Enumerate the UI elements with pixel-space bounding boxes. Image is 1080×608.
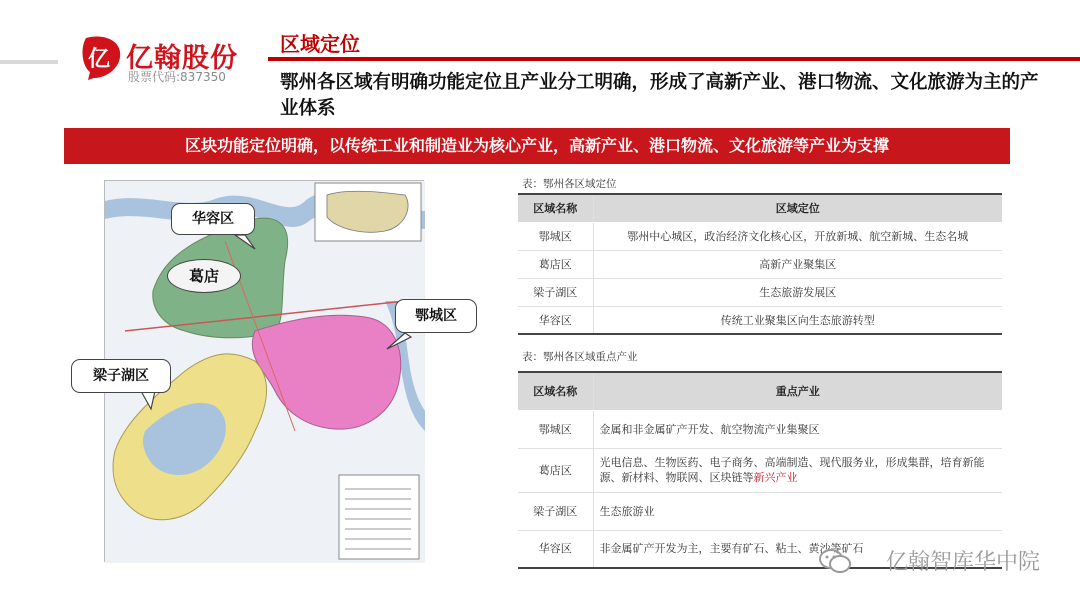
- district-positioning-table: [518, 193, 1002, 335]
- table-row: [518, 306, 1002, 334]
- district-name-cell: 梁子湖区: [518, 492, 593, 530]
- district-name-cell: 华容区: [518, 306, 593, 334]
- map-label-liangzihu: 梁子湖区: [71, 359, 171, 393]
- industry-text: 生态旅游业: [599, 504, 655, 518]
- table-row: [518, 448, 1002, 492]
- summary-banner: 区块功能定位明确，以传统工业和制造业为核心产业，高新产业、港口物流、文化旅游等产业为支撑: [64, 128, 1010, 164]
- header-left-bar: [0, 60, 58, 64]
- table-row: [518, 492, 1002, 530]
- district-name-cell: 葛店区: [518, 448, 593, 492]
- positioning-cell: 生态旅游发展区: [593, 278, 1002, 306]
- industry-highlight: 新兴产业: [753, 471, 798, 484]
- district-industry-table: [518, 371, 1002, 569]
- company-logo: [78, 34, 258, 84]
- industry-cell: [593, 410, 1002, 448]
- district-name-cell: 鄂城区: [518, 222, 593, 250]
- industry-text: 光电信息、生物医药、电子商务、高端制造、现代服务业，形成集群，培育新能源、新材料、物联网、区块链等: [599, 456, 985, 484]
- table-header-cell: 区域定位: [593, 194, 1002, 222]
- svg-text:亿: 亿: [87, 47, 111, 72]
- table-header-row: [518, 372, 1002, 410]
- table-row: [518, 222, 1002, 250]
- page-headline: 鄂州各区域有明确功能定位且产业分工明确，形成了高新产业、港口物流、文化旅游为主的产业体系: [280, 72, 1039, 119]
- table-row: [518, 250, 1002, 278]
- industry-cell: [593, 492, 1002, 530]
- logo-name: 亿翰股份: [126, 43, 238, 74]
- district-map: [93, 180, 457, 562]
- positioning-cell: 传统工业聚集区向生态旅游转型: [593, 306, 1002, 334]
- map-label-echeng: 鄂城区: [395, 299, 477, 333]
- industry-text: 非金属矿产开发为主，主要有矿石、粘土、黄沙等矿石: [599, 542, 864, 556]
- industry-cell: [593, 448, 1002, 492]
- map-label-huarong: 华容区: [171, 203, 255, 235]
- table-header-cell: 重点产业: [593, 372, 1002, 410]
- table-header-cell: 区域名称: [518, 194, 593, 222]
- title-rule: [268, 57, 1080, 61]
- positioning-cell: 高新产业聚集区: [593, 250, 1002, 278]
- industry-text: 金属和非金属矿产开发、航空物流产业集聚区: [599, 422, 820, 436]
- district-name-cell: 鄂城区: [518, 410, 593, 448]
- company-logo-mark-icon: [78, 34, 124, 82]
- district-name-cell: 葛店区: [518, 250, 593, 278]
- table1-caption: 表：鄂州各区域定位: [522, 178, 617, 190]
- table-header-row: [518, 194, 1002, 222]
- table-header-cell: 区域名称: [518, 372, 593, 410]
- map-legend: [339, 475, 419, 559]
- district-name-cell: 华容区: [518, 530, 593, 568]
- positioning-cell: 鄂州中心城区，政治经济文化核心区，开放新城、航空新城、生态名城: [593, 222, 1002, 250]
- table-row: [518, 410, 1002, 448]
- district-name-cell: 梁子湖区: [518, 278, 593, 306]
- map-label-gedian: 葛店: [167, 259, 241, 293]
- stock-code: 股票代码:837350: [128, 70, 226, 84]
- table2-caption: 表：鄂州各区域重点产业: [522, 351, 638, 363]
- table-row: [518, 278, 1002, 306]
- wechat-icon: [818, 547, 852, 575]
- section-title: 区域定位: [280, 32, 360, 56]
- watermark-text: 亿翰智库华中院: [885, 550, 1040, 575]
